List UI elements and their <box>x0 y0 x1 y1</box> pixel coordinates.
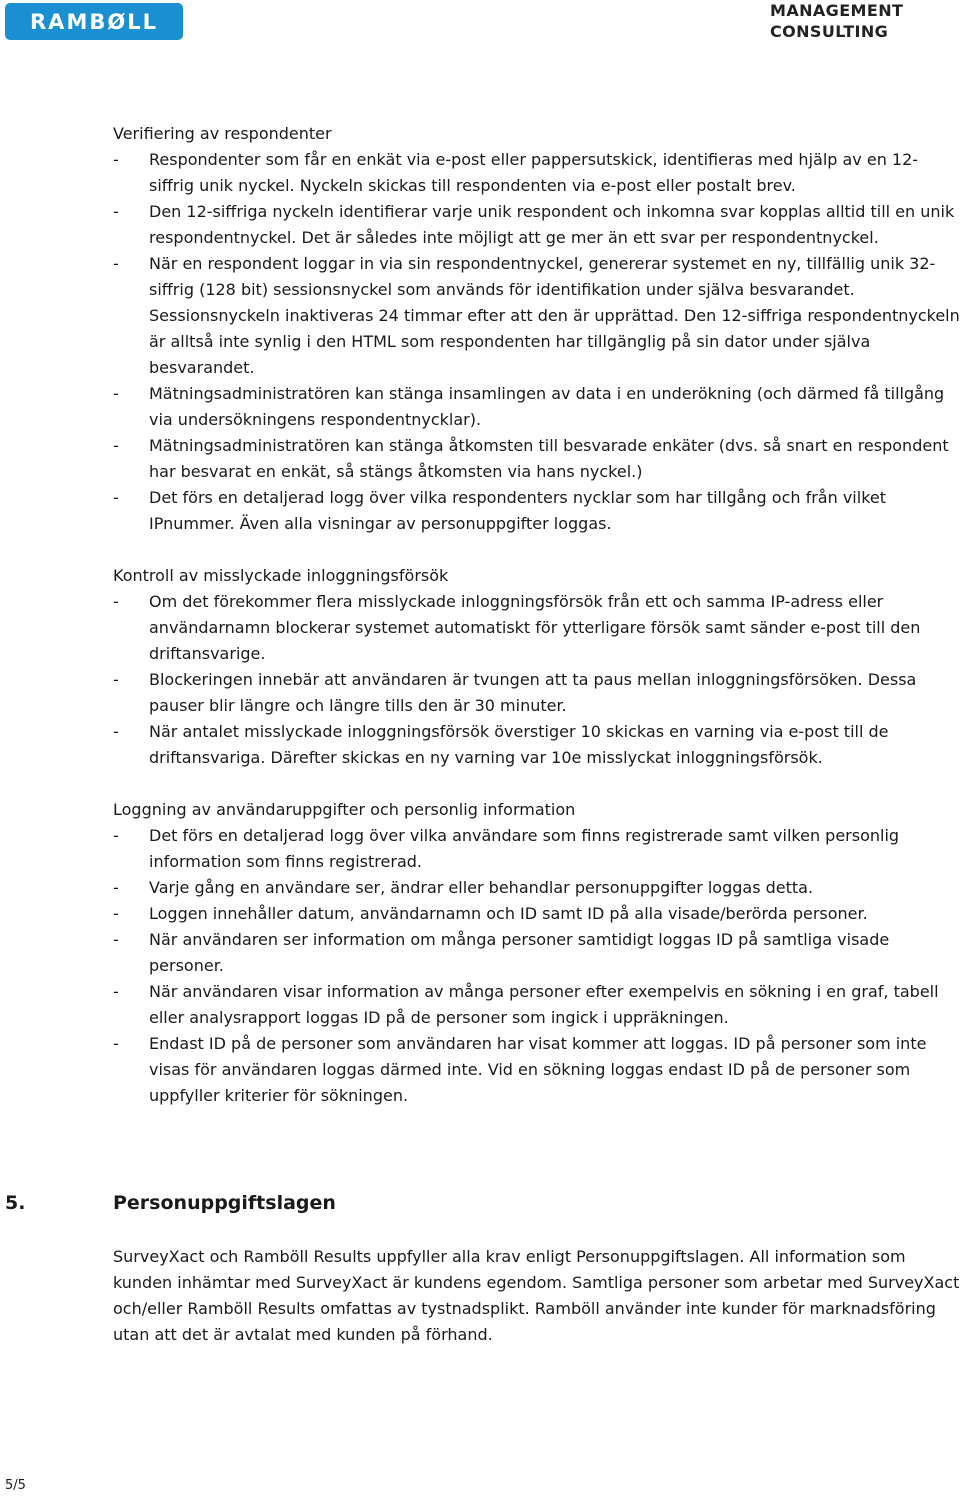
heading-title: Personuppgiftslagen <box>113 1192 336 1214</box>
section-verifiering <box>113 121 960 537</box>
list-item: - Det förs en detaljerad logg över vilka respondenters nycklar som har tillgång och från vilket IPnummer. Även alla visningar av personuppgifter loggas. <box>113 485 960 537</box>
list-item: - Blockeringen innebär att användaren är tvungen att ta paus mellan inloggningsförsöken. Dessa pauser blir längre och längre tills den är 30 minuter. <box>113 667 960 719</box>
list-item: - Varje gång en användare ser, ändrar eller behandlar personuppgifter loggas detta. <box>113 875 960 901</box>
section-title: Verifiering av respondenter <box>113 124 332 143</box>
heading-number: 5. <box>5 1192 26 1214</box>
list-item: - När användaren ser information om många personer samtidigt loggas ID på samtliga visade personer. <box>113 927 960 979</box>
list-item: - Mätningsadministratören kan stänga åtkomsten till besvarade enkäter (dvs. så snart en respondent har besvarat en enkät, så stängs åtkomsten via hans nyckel.) <box>113 433 960 485</box>
closing-paragraph: SurveyXact och Ramböll Results uppfyller alla krav enligt Personuppgiftslagen. All information som kunden inhämtar med SurveyXact är kundens egendom. Samtliga personer som arbetar med SurveyXact och/eller Ramböll Results omfattas av tystnadsplikt. Ramböll använder inte kunder för marknadsföring utan att det är avtalat med kunden på förhand. <box>113 1247 960 1344</box>
brand-line-2: CONSULTING <box>770 22 889 41</box>
page-number: 5/5 <box>5 1478 26 1493</box>
bullet-list <box>113 823 960 1109</box>
list-item: - Loggen innehåller datum, användarnamn och ID samt ID på alla visade/berörda personer. <box>113 901 960 927</box>
ramboll-logo <box>5 3 183 40</box>
bullet-list <box>113 589 960 771</box>
brand-line-1: MANAGEMENT <box>770 1 904 20</box>
section-heading <box>5 1190 336 1216</box>
document-body <box>113 121 960 1135</box>
list-item: - När användaren visar information av många personer efter exempelvis en sökning i en graf, tabell eller analysrapport loggas ID på de personer som ingick i uppräkningen. <box>113 979 960 1031</box>
section-title: Kontroll av misslyckade inloggningsförsök <box>113 566 449 585</box>
section-kontroll <box>113 563 960 771</box>
list-item: - Mätningsadministratören kan stänga insamlingen av data i en underökning (och därmed få tillgång via undersökningens respondentnycklar). <box>113 381 960 433</box>
bullet-list <box>113 147 960 537</box>
section-loggning <box>113 797 960 1109</box>
logo-text: RAMBØLL <box>30 9 158 34</box>
list-item: - Det förs en detaljerad logg över vilka användare som finns registrerade samt vilken personlig information som finns registrerad. <box>113 823 960 875</box>
list-item: - Den 12-siffriga nyckeln identifierar varje unik respondent och inkomna svar kopplas alltid till en unik respondentnyckel. Det är således inte möjligt att ge mer än ett svar per respondentnyckel. <box>113 199 960 251</box>
list-item: - Respondenter som får en enkät via e-post eller pappersutskick, identifieras med hjälp av en 12-siffrig unik nyckel. Nyckeln skickas till respondenten via e-post eller postalt brev. <box>113 147 960 199</box>
list-item: - Om det förekommer flera misslyckade inloggningsförsök från ett och samma IP-adress eller användarnamn blockerar systemet automatiskt för ytterligare försök samt sänder e-post till den driftansvarige. <box>113 589 960 667</box>
list-item: - När en respondent loggar in via sin respondentnyckel, genererar systemet en ny, tillfällig unik 32-siffrig (128 bit) sessionsnyckel som används för identifikation under själva besvarandet. Sessionsnyckeln inaktiveras 24 timmar efter att den är upprättad. Den 12-siffriga respondentnyckeln är alltså inte synlig i den HTML som respondenten har tillgänglig på sin dator under själva besvarandet. <box>113 251 960 381</box>
list-item: - Endast ID på de personer som användaren har visat kommer att loggas. ID på personer som inte visas för användaren loggas därmed inte. Vid en sökning loggas endast ID på de personer som uppfyller kriterier för sökningen. <box>113 1031 960 1109</box>
section-title: Loggning av användaruppgifter och personlig information <box>113 800 576 819</box>
list-item: - När antalet misslyckade inloggningsförsök överstiger 10 skickas en varning via e-post till de driftansvariga. Därefter skickas en ny varning var 10e misslyckat inloggningsförsök. <box>113 719 960 771</box>
management-consulting-brand <box>770 0 955 42</box>
